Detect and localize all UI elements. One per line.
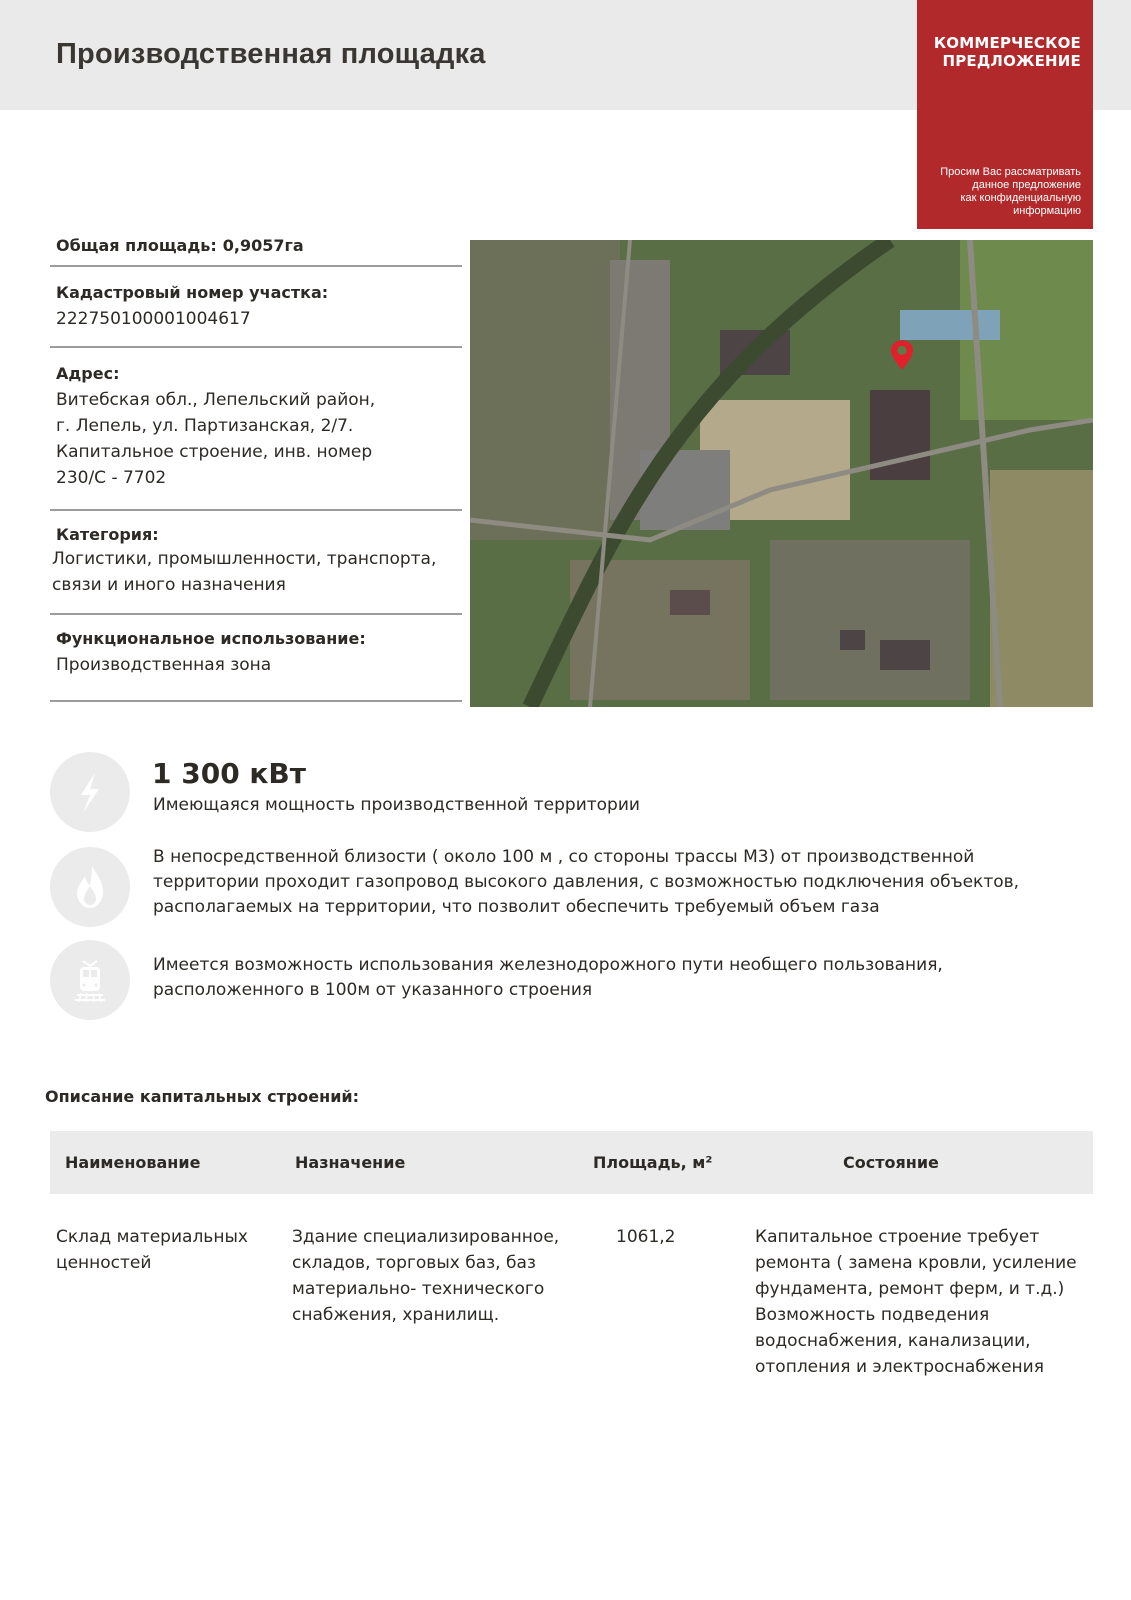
confidential-line: данное предложение	[972, 179, 1081, 191]
cell-name	[56, 1224, 276, 1276]
category-label: Категория:	[56, 525, 159, 544]
confidential-line: Просим Вас рассматривать	[940, 166, 1081, 178]
satellite-map	[470, 240, 1093, 707]
address-value	[56, 387, 462, 491]
buildings-section-title: Описание капитальных строений:	[45, 1087, 360, 1106]
cell-condition	[755, 1224, 1105, 1380]
column-header-area: Площадь, м²	[593, 1153, 713, 1172]
badge-title-line: КОММЕРЧЕСКОЕ	[933, 34, 1081, 52]
column-header-purpose: Назначение	[295, 1153, 406, 1172]
map-pin-icon	[891, 340, 913, 370]
total-area-value: 0,9057га	[222, 236, 304, 255]
cell-line: фундамента, ремонт ферм, и т.д.)	[755, 1279, 1065, 1299]
total-area-block	[50, 232, 462, 267]
confidential-line: как конфиденциальную	[960, 192, 1081, 204]
cell-line: отопления и электроснабжения	[755, 1357, 1044, 1377]
train-icon	[65, 955, 115, 1005]
address-block	[50, 348, 462, 511]
total-area-label: Общая площадь:	[56, 236, 217, 255]
column-header-name: Наименование	[65, 1153, 201, 1172]
cell-line: Возможность подведения	[755, 1305, 990, 1325]
lightning-icon	[65, 767, 115, 817]
address-line: г. Лепель, ул. Партизанская, 2/7.	[56, 416, 354, 436]
confidential-note	[940, 166, 1081, 218]
column-header-condition: Состояние	[843, 1153, 939, 1172]
power-feature-icon	[50, 752, 130, 832]
cell-purpose	[292, 1224, 592, 1328]
gas-description-line: В непосредственной близости ( около 100 м , со стороны трассы М3) от производственной	[153, 847, 975, 867]
address-line: 230/С - 7702	[56, 468, 167, 488]
cadastral-block	[50, 267, 462, 348]
category-value	[52, 546, 462, 598]
function-value: Производственная зона	[56, 655, 272, 675]
cell-line: материально- технического	[292, 1279, 545, 1299]
property-info	[50, 232, 462, 702]
cell-line: складов, торговых баз, баз	[292, 1253, 536, 1273]
category-line: связи и иного назначения	[52, 575, 286, 595]
cell-line: водоснабжения, канализации,	[755, 1331, 1031, 1351]
cell-line: ценностей	[56, 1253, 152, 1273]
commercial-offer-badge	[917, 0, 1093, 229]
power-description: Имеющаяся мощность производственной территории	[153, 795, 640, 815]
address-label: Адрес:	[56, 364, 120, 383]
address-line: Витебская обл., Лепельский район,	[56, 390, 376, 410]
cell-line: Здание специализированное,	[292, 1227, 560, 1247]
cadastral-value: 222750100001004617	[56, 309, 251, 329]
confidential-line: информацию	[1013, 205, 1081, 217]
category-line: Логистики, промышленности, транспорта,	[52, 549, 437, 569]
buildings-table-header	[50, 1131, 1093, 1194]
gas-description-line: располагаемых на территории, что позволит обеспечить требуемый объем газа	[153, 897, 880, 917]
badge-title-line: ПРЕДЛОЖЕНИЕ	[942, 52, 1081, 70]
function-label: Функциональное использование:	[56, 629, 366, 648]
badge-title	[934, 34, 1081, 70]
address-line: Капитальное строение, инв. номер	[56, 442, 373, 462]
rail-description	[153, 953, 1093, 1003]
power-value: 1 300 кВт	[152, 757, 306, 790]
rail-description-line: расположенного в 100м от указанного строения	[153, 980, 593, 1000]
cell-line: снабжения, хранилищ.	[292, 1305, 500, 1325]
cell-line: Склад материальных	[56, 1227, 248, 1247]
page-title: Производственная площадка	[56, 38, 486, 70]
function-block	[50, 615, 462, 702]
gas-description	[153, 845, 1093, 920]
rail-description-line: Имеется возможность использования железнодорожного пути необщего пользования,	[153, 955, 943, 975]
cell-area: 1061,2	[616, 1227, 676, 1247]
cell-line: Капитальное строение требует	[755, 1227, 1040, 1247]
cell-line: ремонта ( замена кровли, усиление	[755, 1253, 1077, 1273]
rail-feature-icon	[50, 940, 130, 1020]
category-block	[50, 511, 462, 615]
gas-feature-icon	[50, 847, 130, 927]
cadastral-label: Кадастровый номер участка:	[56, 283, 329, 302]
satellite-map-image	[470, 240, 1093, 707]
gas-description-line: территории проходит газопровод высокого давления, с возможностью подключения объектов,	[153, 872, 1020, 892]
flame-icon	[65, 862, 115, 912]
